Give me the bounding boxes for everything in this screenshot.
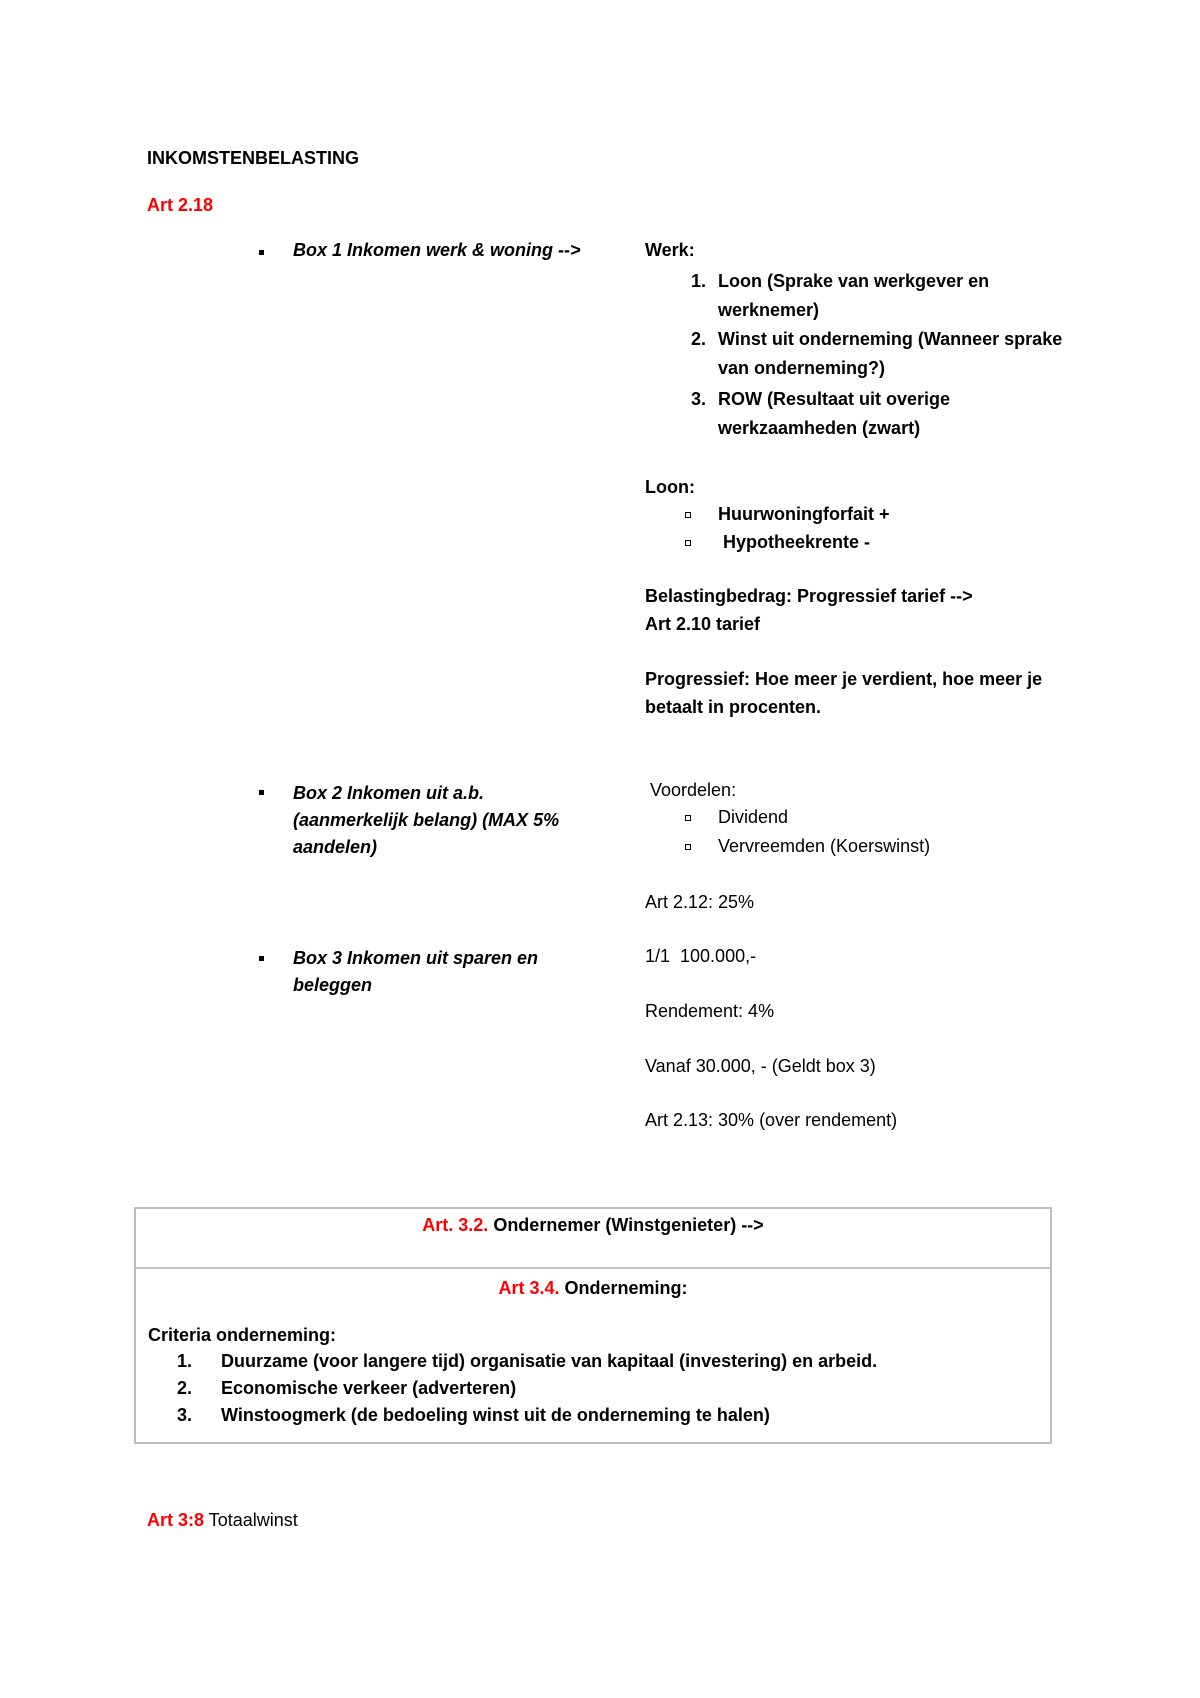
hollow-bullet-icon [685,815,691,821]
bullet-icon [259,250,264,255]
criteria-item-1-text: Duurzame (voor langere tijd) organisatie van kapitaal (investering) en arbeid. [221,1351,878,1371]
voordelen-item-1: Dividend [718,807,789,827]
werk-item-3-line1: ROW (Resultaat uit overige [718,389,951,409]
werk-item-3-line2: werkzaamheden (zwart) [718,418,921,438]
table-row [135,1208,1051,1268]
werk-item-1-line1: Loon (Sprake van werkgever en [718,271,990,291]
voordelen-item-2: Vervreemden (Koerswinst) [718,836,931,856]
progressief-line-2: betaalt in procenten. [645,697,822,717]
bullet-icon [259,956,264,961]
art-2-12-rate: Art 2.12: 25% [645,892,755,912]
box3-rendement: Rendement: 4% [645,1001,775,1021]
werk-item-1 [645,267,1125,325]
hollow-bullet-icon [685,844,691,850]
bullet-icon [259,790,264,795]
art-3-4-ref: Art 3.4. [498,1278,560,1298]
box2-label-line3: aandelen) [293,837,378,857]
totaalwinst-text: Totaalwinst [204,1510,298,1530]
criteria-item-3-text: Winstoogmerk (de bedoeling winst uit de onderneming te halen) [221,1405,770,1425]
loon-item-2: Hypotheekrente - [718,532,871,552]
loon-heading: Loon: [645,477,695,497]
onderneming-table [134,1207,1052,1444]
werk-heading: Werk: [645,240,695,260]
table-cell-ondernemer [135,1208,1051,1268]
art-3-2-ref: Art. 3.2. [422,1215,489,1235]
criteria-list [136,1348,1050,1429]
list-number: 2. [690,329,706,349]
box3-label [293,945,538,999]
box2-label-line2: (aanmerkelijk belang) (MAX 5% [293,810,560,830]
criteria-item-1 [136,1348,1050,1375]
werk-item-3 [645,385,1125,443]
box2-label-line1: Box 2 Inkomen uit a.b. [293,783,485,803]
hollow-bullet-icon [685,540,691,546]
criteria-item-2-text: Economische verkeer (adverteren) [221,1378,517,1398]
belasting-line-1: Belastingbedrag: Progressief tarief --> [645,586,973,606]
list-number: 3. [690,389,706,409]
werk-item-2 [645,325,1125,385]
list-number: 1. [690,271,706,291]
list-number: 3. [176,1405,192,1425]
belasting-line-2: Art 2.10 tarief [645,614,761,634]
werk-list [645,267,1125,443]
list-number: 2. [176,1378,192,1398]
criteria-item-2 [136,1375,1050,1402]
loon-item-1: Huurwoningforfait + [718,504,890,524]
box3-label-line2: beleggen [293,975,373,995]
werk-item-2-line1: Winst uit onderneming (Wanneer sprake [718,329,1063,349]
hollow-bullet-icon [685,512,691,518]
document-title: INKOMSTENBELASTING [147,148,360,168]
criteria-item-3 [136,1402,1050,1429]
box3-label-line1: Box 3 Inkomen uit sparen en [293,948,539,968]
box3-date-value: 1/1 100.000,- [645,946,757,966]
ondernemer-text: Ondernemer (Winstgenieter) --> [488,1215,764,1235]
voordelen-heading: Voordelen: [645,780,737,800]
table-row [135,1268,1051,1443]
art-3-8-line [147,1510,298,1531]
progressief-line-1: Progressief: Hoe meer je verdient, hoe meer je [645,669,1043,689]
box3-vanaf: Vanaf 30.000, - (Geldt box 3) [645,1056,876,1076]
onderneming-text: Onderneming: [559,1278,688,1298]
werk-item-2-line2: van onderneming?) [718,358,886,378]
werk-item-1-line2: werknemer) [718,300,820,320]
box2-label [293,780,559,861]
table-cell-onderneming [135,1268,1051,1443]
art-3-8-ref: Art 3:8 [147,1510,205,1530]
article-2-18-heading: Art 2.18 [147,195,214,215]
list-number: 1. [176,1351,192,1371]
box1-label: Box 1 Inkomen werk & woning --> [293,240,581,260]
criteria-heading: Criteria onderneming: [148,1325,337,1345]
art-2-13-rate: Art 2.13: 30% (over rendement) [645,1110,898,1130]
